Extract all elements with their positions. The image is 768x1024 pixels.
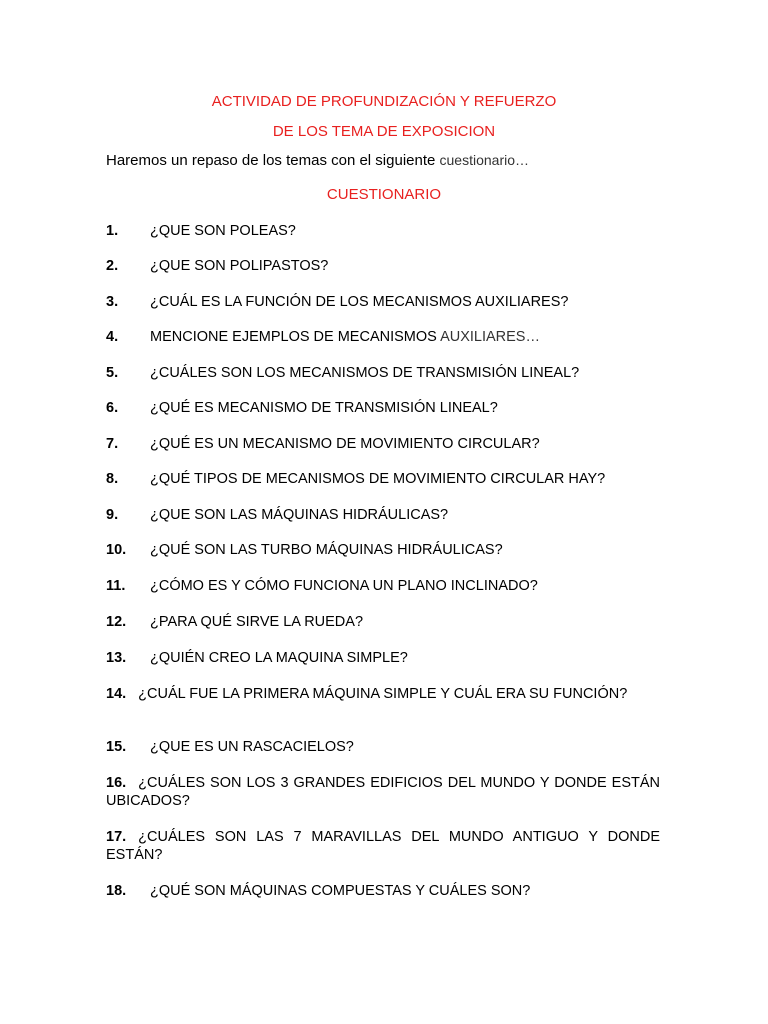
- question-number: 18.: [106, 883, 127, 899]
- question-number: 13.: [106, 650, 127, 666]
- question-item: [106, 738, 660, 756]
- intro-text: Haremos un repaso de los temas con el siguiente: [106, 152, 440, 169]
- question-text: ¿CUÁL FUE LA PRIMERA MÁQUINA SIMPLE Y CUÁL ERA SU FUNCIÓN?: [138, 686, 628, 702]
- question-item: [106, 882, 660, 900]
- question-item: [106, 435, 660, 453]
- question-number: 6.: [106, 400, 119, 416]
- question-text: ¿CUÁLES SON LOS 3 GRANDES EDIFICIOS DEL MUNDO Y DONDE ESTÁN UBICADOS?: [106, 775, 660, 809]
- question-text: ¿QUÉ SON LAS TURBO MÁQUINAS HIDRÁULICAS?: [150, 542, 503, 558]
- question-number: 3.: [106, 294, 119, 310]
- intro-text-tail: cuestionario…: [439, 152, 530, 168]
- question-item: [106, 328, 660, 346]
- question-item: [106, 364, 660, 382]
- question-text: ¿QUE ES UN RASCACIELOS?: [150, 739, 354, 755]
- question-text: ¿CUÁL ES LA FUNCIÓN DE LOS MECANISMOS AUXILIARES?: [150, 294, 569, 310]
- question-number: 16.: [106, 775, 127, 791]
- question-item: [106, 577, 660, 595]
- question-text: ¿QUIÉN CREO LA MAQUINA SIMPLE?: [150, 650, 408, 666]
- question-item: [106, 649, 660, 667]
- question-text: ¿CUÁLES SON LOS MECANISMOS DE TRANSMISIÓN LINEAL?: [150, 365, 580, 381]
- question-text: ¿CÓMO ES Y CÓMO FUNCIONA UN PLANO INCLINADO?: [150, 578, 538, 594]
- question-number: 12.: [106, 614, 127, 630]
- question-text: ¿QUE SON POLEAS?: [150, 223, 296, 239]
- question-item: [106, 506, 660, 524]
- question-text-main: MENCIONE EJEMPLOS DE MECANISMOS: [150, 329, 441, 345]
- question-item: [106, 541, 660, 559]
- question-item: [106, 399, 660, 417]
- document-title-line-2: DE LOS TEMA DE EXPOSICION: [272, 123, 496, 140]
- question-number: 1.: [106, 223, 119, 239]
- question-number: 17.: [106, 829, 127, 845]
- question-text: ¿QUÉ ES UN MECANISMO DE MOVIMIENTO CIRCULAR?: [150, 436, 540, 452]
- question-text: ¿QUE SON POLIPASTOS?: [150, 258, 329, 274]
- question-number: 2.: [106, 258, 119, 274]
- question-number: 9.: [106, 507, 119, 523]
- question-item: [106, 222, 660, 240]
- document-title-line-1: ACTIVIDAD DE PROFUNDIZACIÓN Y REFUERZO: [211, 93, 557, 110]
- question-item: [106, 774, 660, 810]
- question-item: [106, 257, 660, 275]
- question-number: 4.: [106, 329, 119, 345]
- question-item: [106, 828, 660, 864]
- question-number: 15.: [106, 739, 127, 755]
- question-text: ¿CUÁLES SON LAS 7 MARAVILLAS DEL MUNDO ANTIGUO Y DONDE ESTÁN?: [106, 829, 660, 863]
- question-item: [106, 293, 660, 311]
- question-number: 5.: [106, 365, 119, 381]
- question-text: ¿QUÉ TIPOS DE MECANISMOS DE MOVIMIENTO CIRCULAR HAY?: [150, 471, 606, 487]
- intro-paragraph: [106, 151, 529, 170]
- question-text: ¿QUÉ SON MÁQUINAS COMPUESTAS Y CUÁLES SON?: [150, 883, 531, 899]
- question-text: [150, 329, 540, 345]
- question-text: ¿QUÉ ES MECANISMO DE TRANSMISIÓN LINEAL?: [150, 400, 498, 416]
- question-text: ¿PARA QUÉ SIRVE LA RUEDA?: [150, 614, 364, 630]
- question-item: [106, 685, 660, 703]
- questionnaire-heading: CUESTIONARIO: [326, 186, 442, 203]
- question-text: ¿QUE SON LAS MÁQUINAS HIDRÁULICAS?: [150, 507, 449, 523]
- question-text-tail: AUXILIARES…: [440, 329, 540, 345]
- question-number: 11.: [106, 578, 126, 594]
- question-number: 7.: [106, 436, 119, 452]
- question-number: 14.: [106, 686, 127, 702]
- question-item: [106, 613, 660, 631]
- question-number: 10.: [106, 542, 127, 558]
- question-item: [106, 470, 660, 488]
- question-number: 8.: [106, 471, 119, 487]
